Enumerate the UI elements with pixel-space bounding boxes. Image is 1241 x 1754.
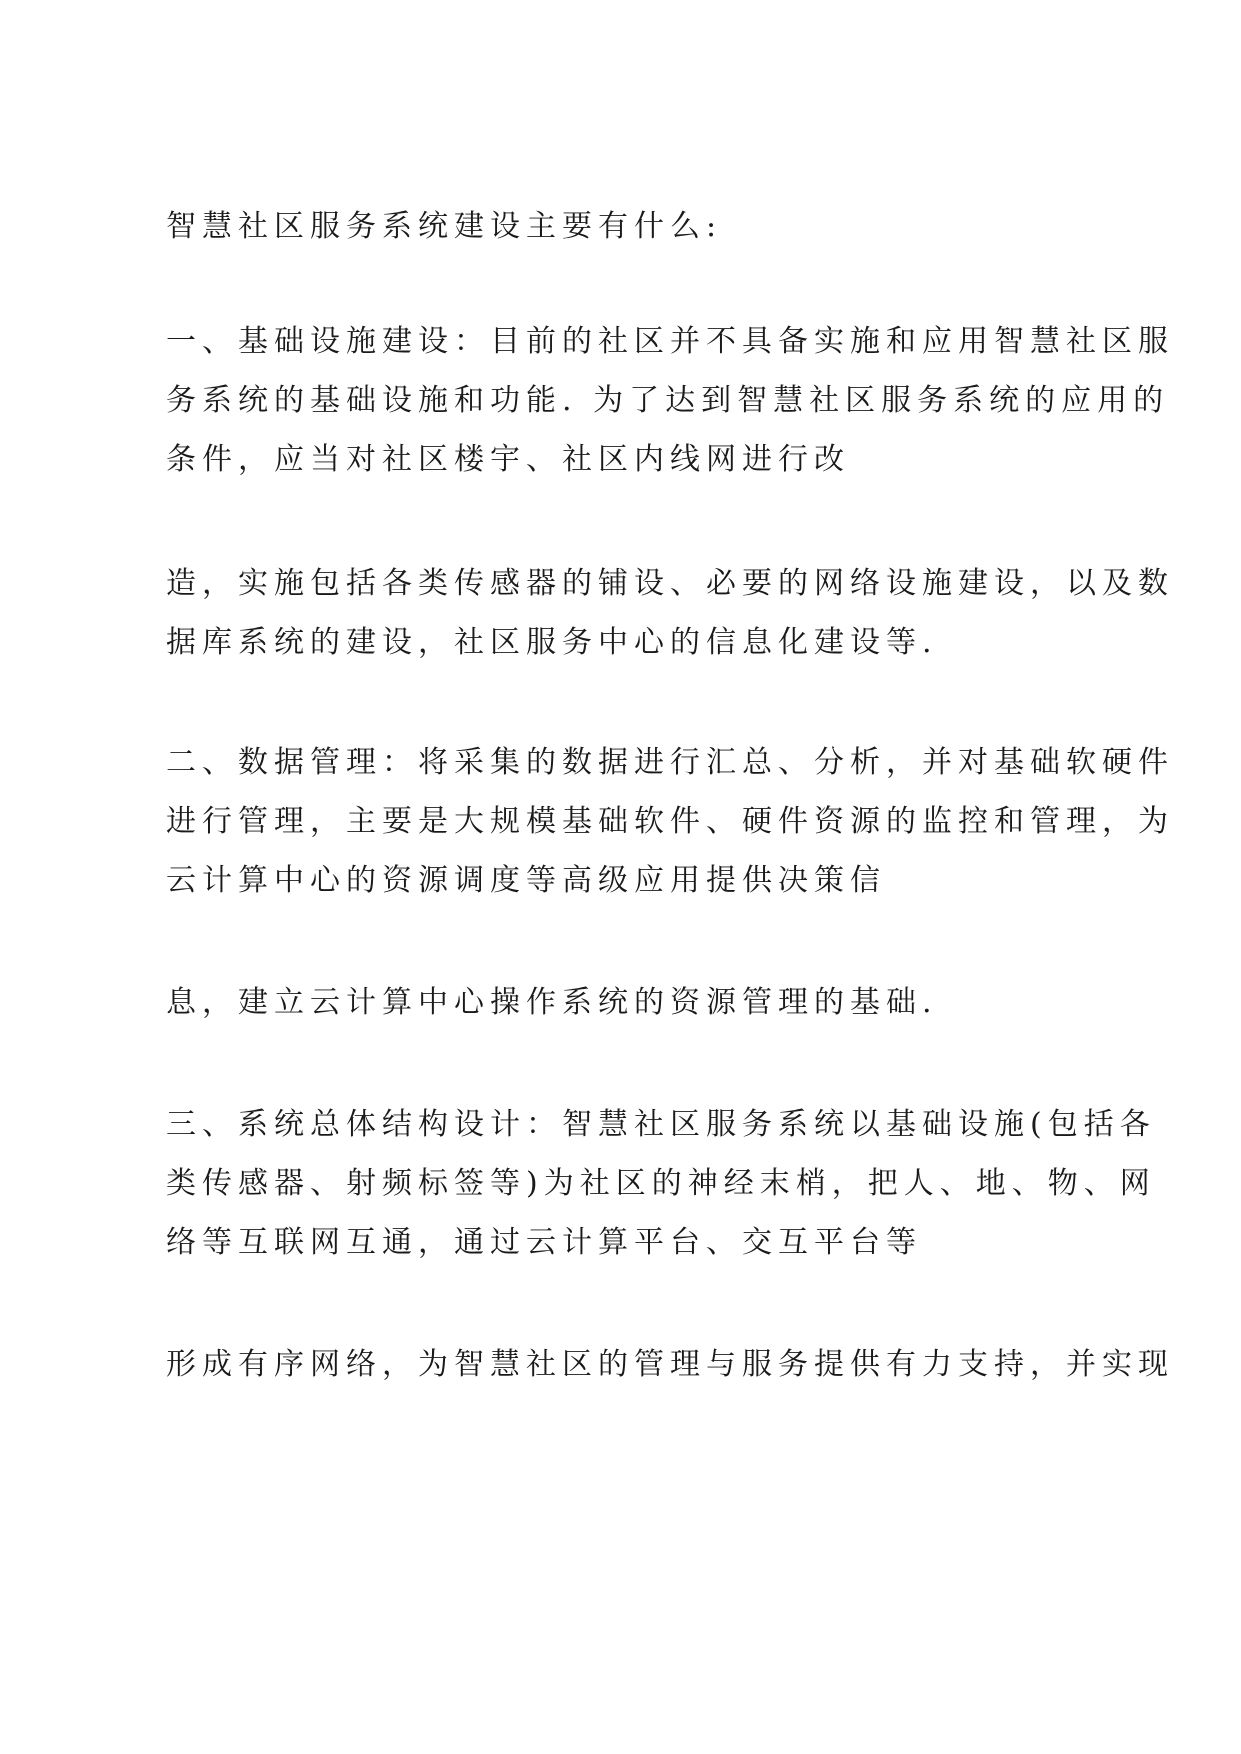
paragraph-line: 务系统的基础设施和功能. 为了达到智慧社区服务系统的应用的 (166, 383, 1170, 418)
paragraph-line: 二、数据管理：将采集的数据进行汇总、分析，并对基础软硬件 (166, 745, 1174, 780)
paragraph-line: 形成有序网络，为智慧社区的管理与服务提供有力支持，并实现 (166, 1347, 1174, 1382)
paragraph-line: 息，建立云计算中心操作系统的资源管理的基础. (166, 985, 938, 1020)
paragraph-line: 造，实施包括各类传感器的铺设、必要的网络设施建设，以及数 (166, 566, 1174, 601)
document-heading: 智慧社区服务系统建设主要有什么: (166, 209, 723, 244)
paragraph-line: 条件，应当对社区楼宇、社区内线网进行改 (166, 442, 850, 477)
paragraph-line: 云计算中心的资源调度等高级应用提供决策信 (166, 863, 886, 898)
paragraph-line: 络等互联网互通，通过云计算平台、交互平台等 (166, 1225, 922, 1260)
paragraph-line: 一、基础设施建设：目前的社区并不具备实施和应用智慧社区服 (166, 324, 1174, 359)
paragraph-line: 类传感器、射频标签等)为社区的神经末梢，把人、地、物、网 (166, 1166, 1156, 1201)
paragraph-line: 进行管理，主要是大规模基础软件、硬件资源的监控和管理，为 (166, 804, 1174, 839)
paragraph-line: 据库系统的建设，社区服务中心的信息化建设等. (166, 625, 938, 660)
paragraph-line: 三、系统总体结构设计：智慧社区服务系统以基础设施(包括各 (166, 1107, 1156, 1142)
